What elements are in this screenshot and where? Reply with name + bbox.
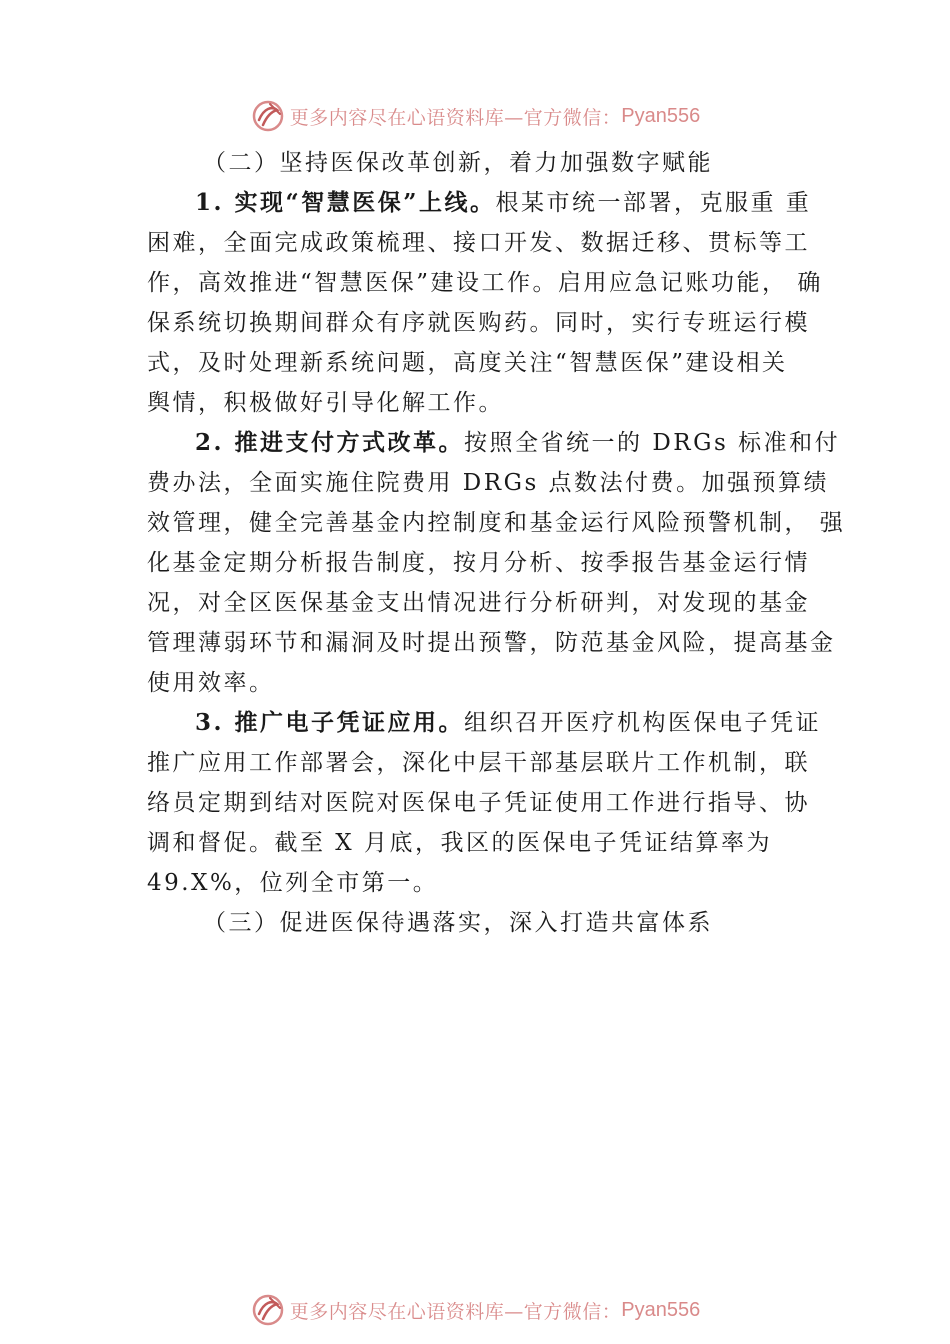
signature-seal-icon bbox=[250, 1292, 286, 1328]
footer-watermark bbox=[0, 1290, 950, 1330]
item-1-line: 保系统切换期间群众有序就医购药。同时，实行专班运行模 bbox=[147, 310, 810, 336]
item-1-line: 困难，全面完成政策梳理、接口开发、数据迁移、贯标等工 bbox=[147, 230, 810, 256]
item-2-title: 2. 推进支付方式改革。 bbox=[195, 429, 465, 456]
item-3-line: 推广应用工作部署会，深化中层干部基层联片工作机制，联 bbox=[147, 750, 810, 776]
item-1-text: 根某市统一部署，克服重 重 bbox=[495, 190, 812, 216]
item-2-line: 况，对全区医保基金支出情况进行分析研判，对发现的基金 bbox=[147, 590, 810, 616]
item-3-first-line bbox=[147, 703, 822, 743]
item-3-text: 组织召开医疗机构医保电子凭证 bbox=[464, 710, 822, 736]
document-body bbox=[147, 143, 846, 943]
item-2-line: 使用效率。 bbox=[147, 670, 275, 696]
watermark-text: 更多内容尽在心语资料库—官方微信： bbox=[289, 106, 622, 129]
item-1-line: 式，及时处理新系统问题，高度关注“智慧医保”建设相关 bbox=[147, 350, 788, 376]
section-3-heading: （三）促进医保待遇落实，深入打造共富体系 bbox=[203, 910, 713, 936]
signature-seal-icon bbox=[250, 98, 286, 134]
watermark-text: 更多内容尽在心语资料库—官方微信： bbox=[289, 1300, 622, 1323]
item-3-line: 络员定期到结对医院对医保电子凭证使用工作进行指导、协 bbox=[147, 790, 810, 816]
item-2-line: 费办法，全面实施住院费用 DRGs 点数法付费。加强预算绩 bbox=[147, 470, 830, 496]
item-1-line: 作，高效推进“智慧医保”建设工作。启用应急记账功能， 确 bbox=[147, 270, 823, 296]
item-2-line: 化基金定期分析报告制度，按月分析、按季报告基金运行情 bbox=[147, 550, 810, 576]
item-1-first-line bbox=[147, 183, 819, 223]
item-2-line: 管理薄弱环节和漏洞及时提出预警，防范基金风险，提高基金 bbox=[147, 630, 836, 656]
section-2-heading: （二）坚持医保改革创新，着力加强数字赋能 bbox=[203, 150, 713, 176]
watermark-wechat-id: Pyan556 bbox=[621, 104, 701, 127]
item-3-line: 49.X%，位列全市第一。 bbox=[147, 870, 439, 896]
item-1-line: 舆情，积极做好引导化解工作。 bbox=[147, 390, 504, 416]
item-2-first-line bbox=[147, 423, 841, 463]
watermark-wechat-id: Pyan556 bbox=[621, 1298, 701, 1321]
item-3-title: 3. 推广电子凭证应用。 bbox=[195, 709, 465, 736]
item-2-text: 按照全省统一的 DRGs 标准和付 bbox=[464, 430, 841, 456]
item-1-title: 1. 实现“智慧医保”上线。 bbox=[195, 189, 496, 216]
header-watermark bbox=[0, 96, 950, 136]
item-3-line: 调和督促。截至 X 月底，我区的医保电子凭证结算率为 bbox=[147, 830, 772, 856]
item-2-line: 效管理，健全完善基金内控制度和基金运行风险预警机制， 强 bbox=[147, 510, 846, 536]
